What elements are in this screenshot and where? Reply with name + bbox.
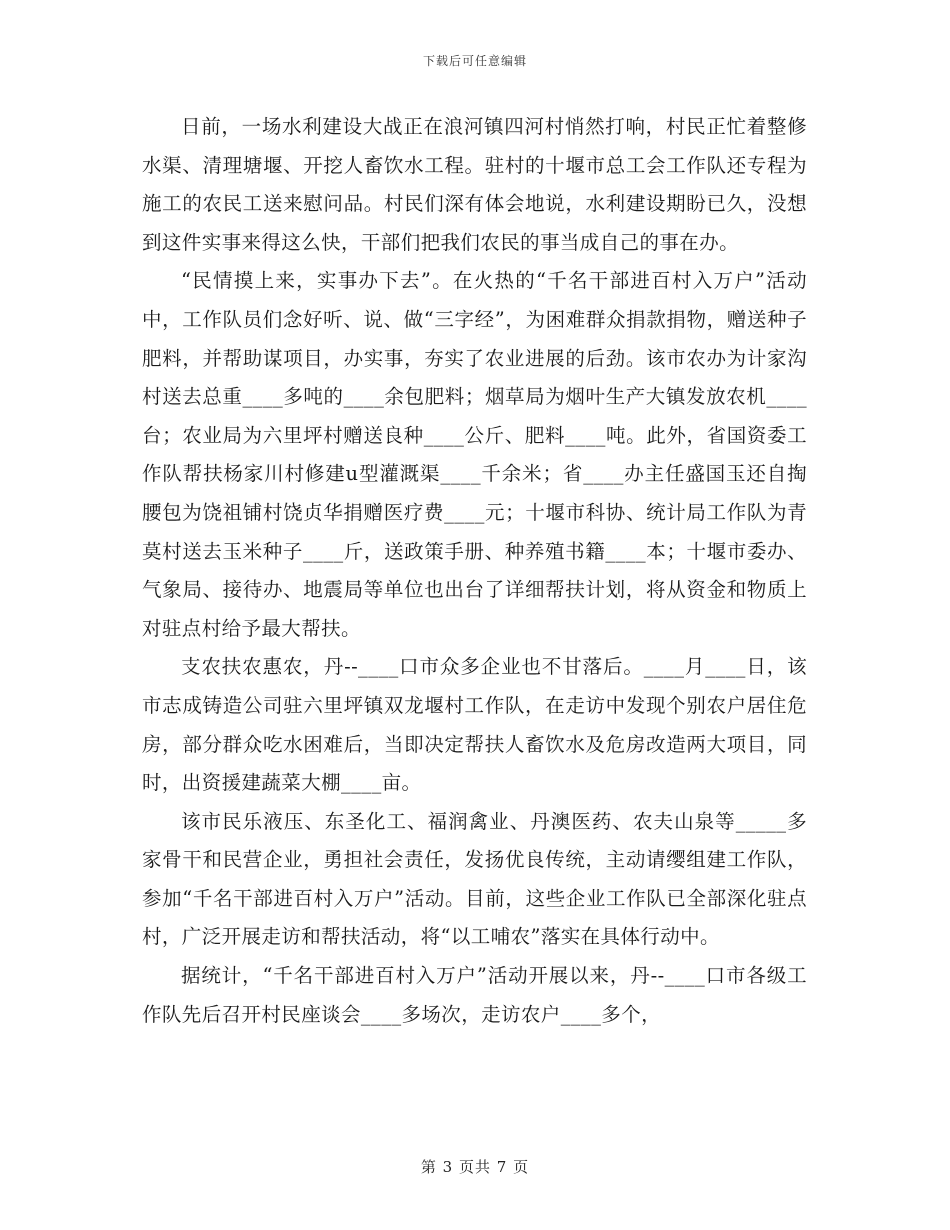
page-header: 下载后可任意编辑: [422, 54, 527, 68]
paragraph-4: 该市民乐液压、东圣化工、福润禽业、丹澳医药、农夫山泉等_____多家骨干和民营企业，勇担社会责任，发扬优良传统，主动请缨组建工作队，参加“千名干部进百村入万户”活动。目前，这些企业工作队已全部深化驻点村，广泛开展走访和帮扶活动，将“以工哺农”落实在具体行动中。: [142, 809, 807, 949]
paragraph-2: “民情摸上来，实事办下去”。在火热的“千名干部进百村入万户”活动中，工作队员们念好听、说、做“三字经”，为困难群众捐款捐物，赠送种子肥料，并帮助谋项目，办实事，夯实了农业进展的后劲。该市农办为计家沟村送去总重____多吨的____余包肥料；烟草局为烟叶生产大镇发放农机____台；农业局为六里坪村赠送良种____公斤、肥料____吨。此外，省国资委工作队帮扶杨家川村修建u型灌溉渠____千余米；省____办主任盛国玉还自掏腰包为饶祖铺村饶贞华捐赠医疗费____元；十堰市科协、统计局工作队为青莫村送去玉米种子____斤，送政策手册、种养殖书籍____本；十堰市委办、气象局、接待办、地震局等单位也出台了详细帮扶计划，将从资金和物质上对驻点村给予最大帮扶。: [142, 269, 807, 640]
paragraph-1: 日前，一场水利建设大战正在浪河镇四河村悄然打响，村民正忙着整修水渠、清理塘堰、开挖人畜饮水工程。驻村的十堰市总工会工作队还专程为施工的农民工送来慰问品。村民们深有体会地说，水利建设期盼已久，没想到这件实事来得这么快，干部们把我们农民的事当成自己的事在办。: [142, 115, 807, 254]
paragraph-3: 支农扶农惠农，丹--____口市众多企业也不甘落后。____月____日，该市志成铸造公司驻六里坪镇双龙堰村工作队，在走访中发现个别农户居住危房，部分群众吃水困难后，当即决定帮扶人畜饮水及危房改造两大项目，同时，出资援建蔬菜大棚____亩。: [142, 655, 807, 795]
paragraph-5: 据统计，“千名干部进百村入万户”活动开展以来，丹--____口市各级工作队先后召开村民座谈会____多场次，走访农户____多个，: [142, 964, 807, 1026]
document-body: [142, 108, 807, 1034]
page-number: 第 3 页共 7 页: [420, 1158, 530, 1176]
